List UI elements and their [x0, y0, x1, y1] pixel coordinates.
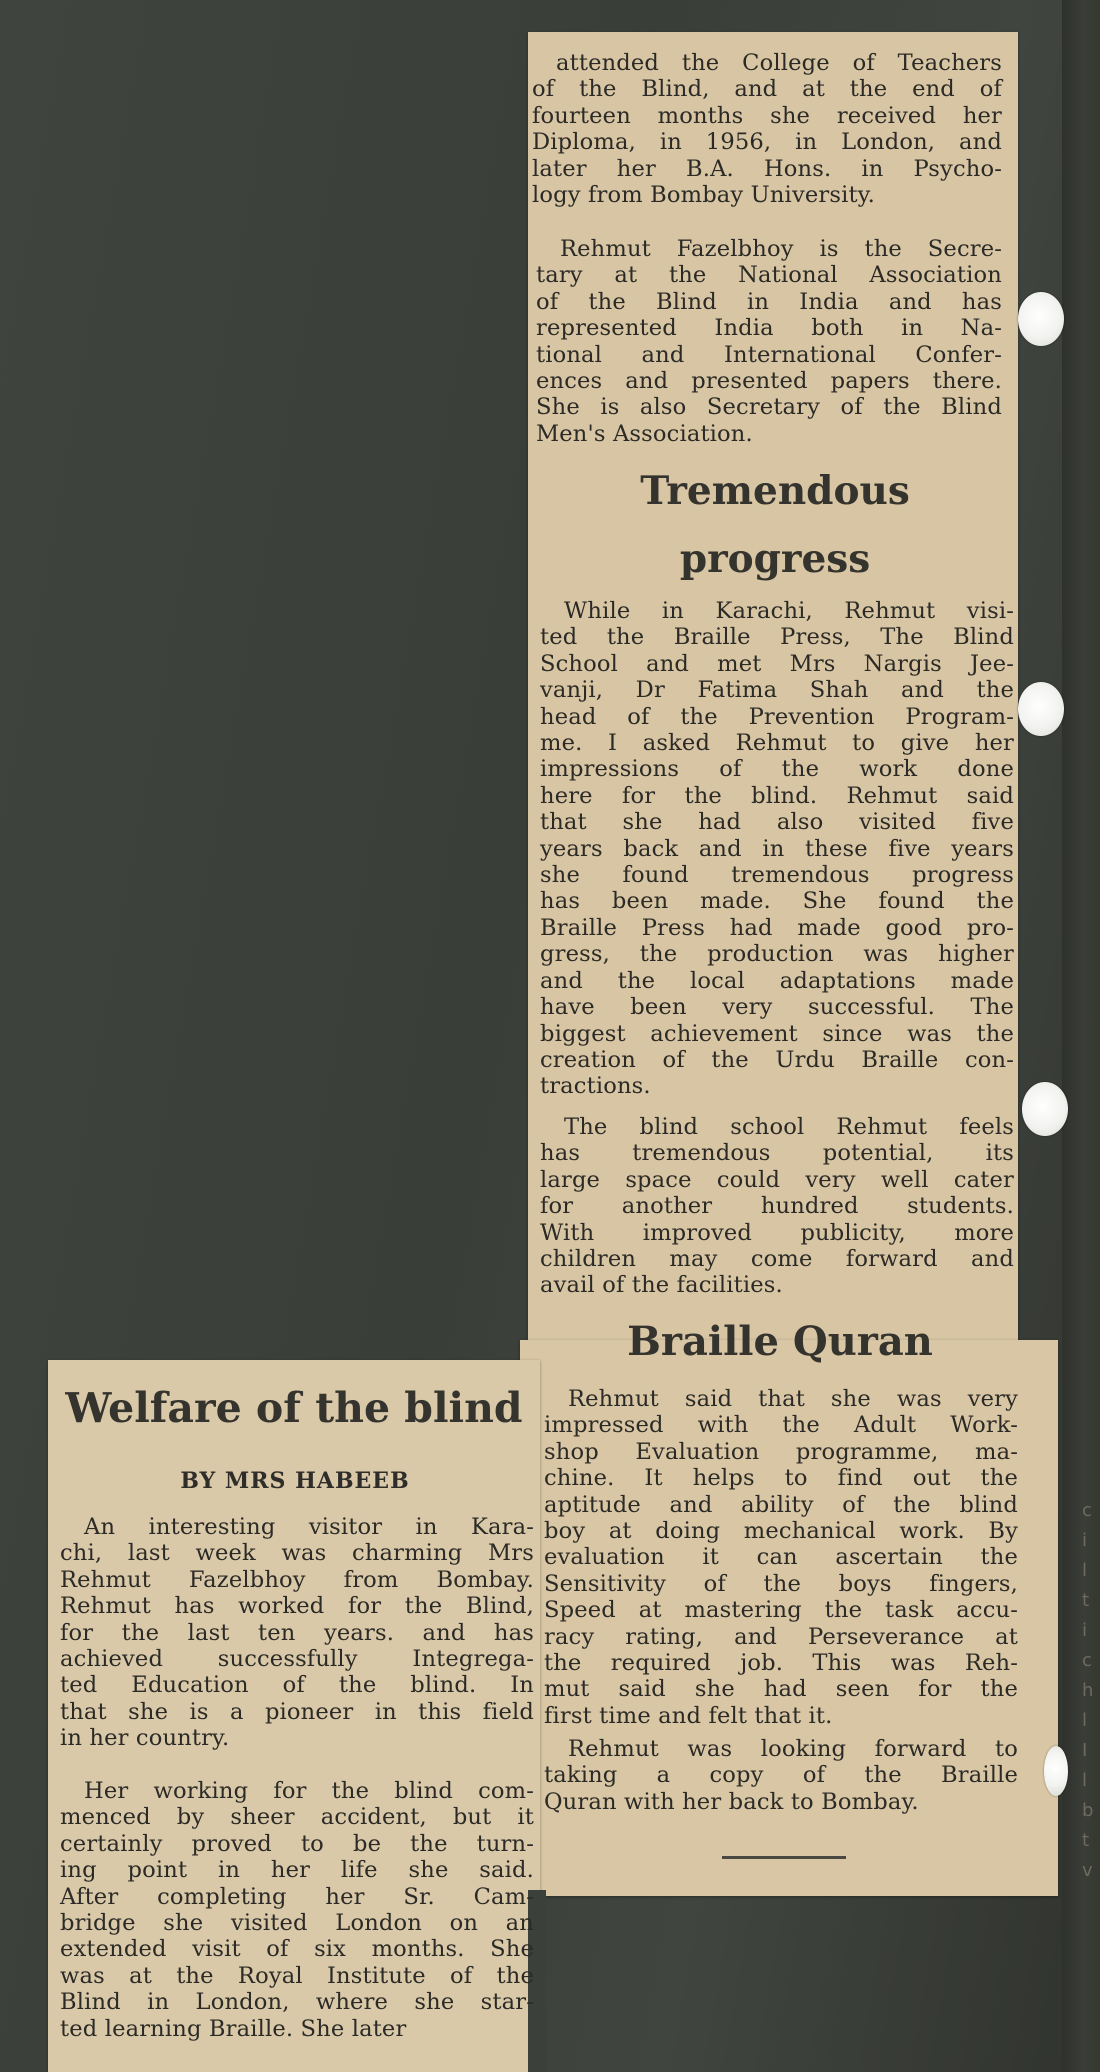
text-line: later her B.A. Hons. in Psycho-: [532, 155, 1002, 182]
text-line: ted learning Braille. She later: [60, 2015, 407, 2042]
margin-glyph: h: [1082, 1680, 1094, 1701]
text-line: that she had also visited five: [540, 809, 1014, 836]
end-rule: [722, 1856, 846, 1859]
punch-hole: [1022, 1082, 1068, 1136]
text-line: Her working for the blind com-: [84, 1778, 534, 1804]
text-line: Rehmut was looking forward to: [568, 1736, 1018, 1762]
text-line: was at the Royal Institute of the: [60, 1962, 534, 1989]
text-line: head of the Prevention Program-: [540, 703, 1014, 730]
text-line: ted Education of the blind. In: [60, 1672, 534, 1699]
text-line: here for the blind. Rehmut said: [540, 782, 1014, 809]
paragraph-secretary: [536, 236, 1002, 447]
text-line: Speed at mastering the task accu-: [544, 1597, 1018, 1624]
text-line: Blind in London, where she star-: [60, 1989, 534, 2016]
text-line: tary at the National Association: [536, 262, 1002, 289]
text-line: chine. It helps to find out the: [544, 1465, 1018, 1492]
paragraph-braille-copy: [544, 1736, 1018, 1815]
text-line: racy rating, and Perseverance at: [544, 1623, 1018, 1650]
byline: BY MRS HABEEB: [180, 1468, 410, 1494]
text-line: avail of the facilities.: [540, 1272, 783, 1299]
text-line: and the local adaptations made: [540, 967, 1014, 994]
text-line: The blind school Rehmut feels: [564, 1114, 1014, 1140]
text-line: mut said she had seen for the: [544, 1676, 1018, 1703]
text-line: With improved publicity, more: [540, 1219, 1014, 1246]
text-line: She is also Secretary of the Blind: [536, 394, 1002, 421]
text-line: vanji, Dr Fatima Shah and the: [540, 677, 1014, 704]
text-line: impressed with the Adult Work-: [544, 1412, 1018, 1439]
margin-glyph: I: [1082, 1740, 1088, 1761]
text-line: she found tremendous progress: [540, 862, 1014, 889]
punch-hole: [1018, 682, 1064, 736]
text-line: impressions of the work done: [540, 756, 1014, 783]
text-line: has tremendous potential, its: [540, 1140, 1014, 1167]
text-line: boy at doing mechanical work. By: [544, 1518, 1018, 1545]
text-line: tional and International Confer-: [536, 341, 1002, 368]
text-line: children may come forward and: [540, 1246, 1014, 1273]
text-line: Rehmut Fazelbhoy is the Secre-: [560, 236, 1002, 262]
text-line: logy from Bombay University.: [532, 182, 875, 209]
margin-glyph: t: [1082, 1830, 1090, 1851]
punch-hole: [1018, 292, 1064, 346]
text-line: fourteen months she received her: [532, 102, 1002, 129]
text-line: achieved successfully Integrega-: [60, 1646, 534, 1673]
text-line: first time and felt that it.: [544, 1702, 833, 1729]
heading-braille-quran: Braille Quran: [627, 1318, 933, 1365]
text-line: that she is a pioneer in this field: [60, 1698, 534, 1725]
text-line: extended visit of six months. She: [60, 1936, 534, 1963]
text-line: of the Blind, and at the end of: [532, 76, 1002, 103]
paragraph-intro-end: [532, 50, 1002, 208]
text-line: for another hundred students.: [540, 1193, 1014, 1220]
text-line: taking a copy of the Braille: [544, 1762, 1018, 1789]
text-line: chi, last week was charming Mrs: [60, 1540, 534, 1567]
text-line: An interesting visitor in Kara-: [84, 1514, 534, 1540]
heading-tremendous: Tremendous: [640, 468, 910, 514]
text-line: represented India both in Na-: [536, 315, 1002, 342]
text-line: menced by sheer accident, but it: [60, 1804, 534, 1831]
margin-glyph: l: [1082, 1560, 1088, 1581]
margin-glyph: l: [1082, 1770, 1088, 1791]
margin-glyph: l: [1082, 1710, 1088, 1731]
text-line: Men's Association.: [536, 420, 753, 447]
text-line: ences and presented papers there.: [536, 368, 1002, 395]
margin-glyph: b: [1082, 1800, 1094, 1821]
margin-glyph: i: [1082, 1530, 1088, 1551]
text-line: After completing her Sr. Cam-: [60, 1883, 534, 1910]
text-line: bridge she visited London on an: [60, 1910, 534, 1937]
text-line: large space could very well cater: [540, 1166, 1014, 1193]
text-line: has been made. She found the: [540, 888, 1014, 915]
text-line: Braille Press had made good pro-: [540, 914, 1014, 941]
margin-glyph: c: [1082, 1500, 1092, 1521]
text-line: me. I asked Rehmut to give her: [540, 730, 1014, 757]
text-line: years back and in these five years: [540, 835, 1014, 862]
paragraph-workshop: [544, 1386, 1018, 1729]
margin-glyph: v: [1082, 1860, 1093, 1881]
paragraph-progress: [540, 598, 1014, 1100]
text-line: evaluation it can ascertain the: [544, 1544, 1018, 1571]
punch-hole: [1044, 1746, 1068, 1796]
text-line: Quran with her back to Bombay.: [544, 1788, 919, 1815]
text-line: Rehmut said that she was very: [568, 1386, 1018, 1412]
heading-progress: progress: [679, 536, 871, 582]
text-line: Rehmut has worked for the Blind,: [60, 1593, 534, 1620]
text-line: aptitude and ability of the blind: [544, 1491, 1018, 1518]
text-line: School and met Mrs Nargis Jee-: [540, 650, 1014, 677]
headline-welfare-of-the-blind: Welfare of the blind: [65, 1384, 523, 1432]
text-line: Diploma, in 1956, in London, and: [532, 129, 1002, 156]
text-line: for the last ten years. and has: [60, 1619, 534, 1646]
text-line: Rehmut Fazelbhoy from Bombay.: [60, 1566, 534, 1593]
margin-glyph: t: [1082, 1590, 1090, 1611]
paragraph-working: [60, 1778, 534, 2042]
margin-glyph: c: [1082, 1650, 1092, 1671]
paragraph-blind-school: [540, 1114, 1014, 1299]
text-line: the required job. This was Reh-: [544, 1650, 1018, 1677]
text-line: creation of the Urdu Braille con-: [540, 1046, 1014, 1073]
margin-glyph: i: [1082, 1620, 1088, 1641]
text-line: gress, the production was higher: [540, 941, 1014, 968]
text-line: ing point in her life she said.: [60, 1857, 534, 1884]
text-line: certainly proved to be the turn-: [60, 1830, 534, 1857]
paragraph-visitor: [60, 1514, 534, 1752]
text-line: ted the Braille Press, The Blind: [540, 624, 1014, 651]
text-line: of the Blind in India and has: [536, 288, 1002, 315]
text-line: Sensitivity of the boys fingers,: [544, 1570, 1018, 1597]
text-line: attended the College of Teachers: [556, 50, 1002, 76]
adjacent-clipping-margin-text: [1082, 1496, 1096, 1886]
text-line: tractions.: [540, 1073, 651, 1100]
text-line: biggest achievement since was the: [540, 1020, 1014, 1047]
text-line: have been very successful. The: [540, 994, 1014, 1021]
text-line: shop Evaluation programme, ma-: [544, 1438, 1018, 1465]
text-line: While in Karachi, Rehmut visi-: [564, 598, 1014, 624]
text-line: in her country.: [60, 1725, 230, 1752]
